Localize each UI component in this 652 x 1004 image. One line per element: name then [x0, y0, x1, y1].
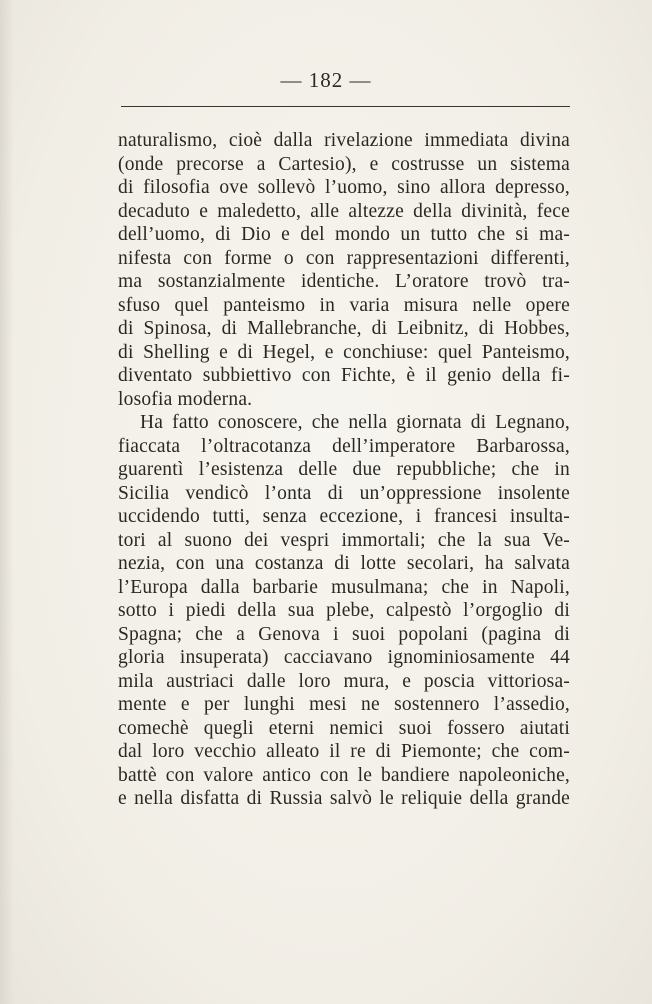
text-line: dell’uomo, di Dio e del mondo un tutto che si ma-	[118, 224, 570, 245]
text-line: mente e per lunghi mesi ne sostennero l’assedio,	[118, 694, 570, 715]
text-line: naturalismo, cioè dalla rivelazione immediata divina	[118, 130, 570, 151]
page-edge-shadow	[0, 0, 14, 1004]
text-line: di Spinosa, di Mallebranche, di Leibnitz, di Hobbes,	[118, 318, 570, 339]
text-line: sfuso quel panteismo in varia misura nelle opere	[118, 294, 570, 316]
text-line: di filosofia ove sollevò l’uomo, sino allora depresso,	[118, 177, 570, 198]
text-line: gloria insuperata) cacciavano ignominiosamente 44	[118, 647, 570, 668]
text-line: ma sostanzialmente identiche. L’oratore trovò tra-	[118, 271, 570, 292]
text-line: di Shelling e di Hegel, e conchiuse: quel Panteismo,	[118, 341, 570, 363]
text-line: diventato subbiettivo con Fichte, è il genio della fi-	[118, 365, 570, 386]
text-line: l’Europa dalla barbarie musulmana; che in Napoli,	[118, 576, 570, 598]
text-line: nifesta con forme o con rappresentazioni differenti,	[118, 247, 570, 269]
text-line: tori al suono dei vespri immortali; che la sua Ve-	[118, 529, 570, 551]
text-line: fiaccata l’oltracotanza dell’imperatore Barbarossa,	[118, 435, 570, 457]
text-line: dal loro vecchio alleato il re di Piemonte; che com-	[118, 741, 570, 762]
text-line: Spagna; che a Genova i suoi popolani (pagina di	[118, 623, 570, 645]
text-line: guarentì l’esistenza delle due repubbliche; che in	[118, 459, 570, 480]
paragraph-start-line: Ha fatto conoscere, che nella giornata di Legnano,	[140, 412, 570, 433]
text-line: nezia, con una costanza di lotte secolari, ha salvata	[118, 553, 570, 574]
text-line: mila austriaci dalle loro mura, e poscia vittoriosa-	[118, 670, 570, 692]
header-rule	[121, 106, 570, 107]
body-text	[118, 129, 570, 811]
text-line: decaduto e maledetto, alle altezze della divinità, fece	[118, 200, 570, 222]
text-line: uccidendo tutti, senza eccezione, i francesi insulta-	[118, 506, 570, 527]
text-line: battè con valore antico con le bandiere napoleoniche,	[118, 764, 570, 786]
text-line: comechè quegli eterni nemici suoi fossero aiutati	[118, 717, 570, 739]
text-line: sotto i piedi della sua plebe, calpestò l’orgoglio di	[118, 600, 570, 621]
text-line: Sicilia vendicò l’onta di un’oppressione insolente	[118, 482, 570, 504]
text-line: (onde precorse a Cartesio), e costrusse un sistema	[118, 153, 570, 175]
paragraph-end-line: losofia moderna.	[118, 388, 253, 410]
text-line: e nella disfatta di Russia salvò le reliquie della grande	[118, 788, 570, 809]
page-number: — 182 —	[280, 68, 372, 92]
